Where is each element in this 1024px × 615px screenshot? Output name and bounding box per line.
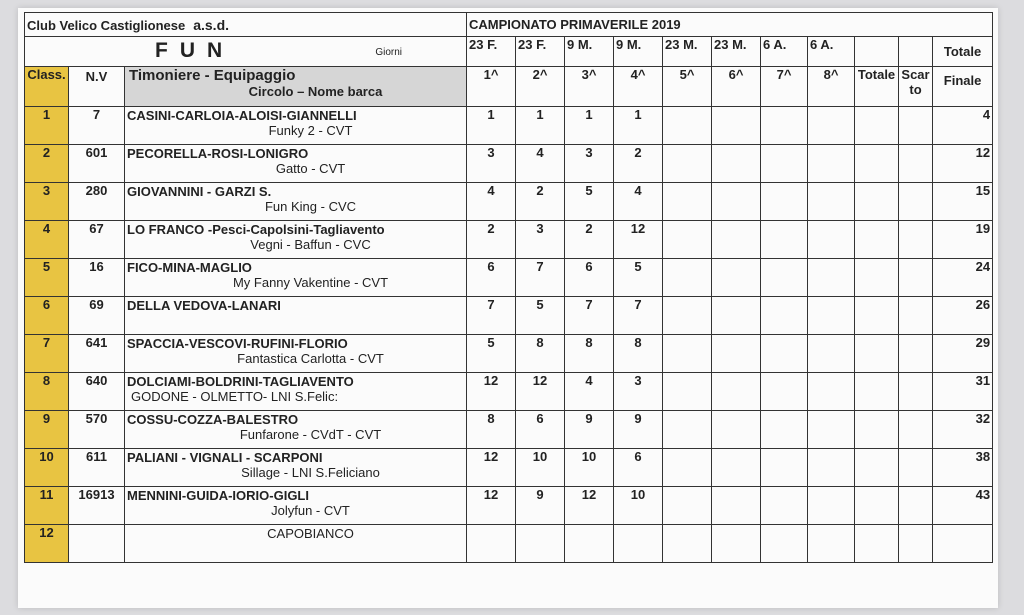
- final-total-cell: 24: [933, 259, 993, 297]
- race-score-cell: 10: [516, 449, 565, 487]
- race-score-cell: [761, 183, 808, 221]
- sail-number-cell: 611: [69, 449, 125, 487]
- boat-club: Fun King - CVC: [264, 199, 357, 214]
- race-score-cell: [761, 411, 808, 449]
- race-score-cell: 4: [565, 373, 614, 411]
- table-row: [25, 449, 993, 487]
- race-score-cell: [663, 259, 712, 297]
- race-score-cell: [761, 373, 808, 411]
- crew-cell: [125, 335, 467, 373]
- club-name: Club Velico Castiglionese: [27, 17, 186, 33]
- race-score-cell: 12: [565, 487, 614, 525]
- class-name-cell: [25, 37, 467, 67]
- scarto-cell: [899, 297, 933, 335]
- position-cell: 8: [25, 373, 69, 411]
- race-score-cell: 6: [467, 259, 516, 297]
- sail-number-cell: 7: [69, 107, 125, 145]
- position-cell: 11: [25, 487, 69, 525]
- totale-cell: [855, 449, 899, 487]
- race-score-cell: 9: [516, 487, 565, 525]
- race-score-cell: [712, 183, 761, 221]
- race-score-cell: [761, 107, 808, 145]
- crew-names: LO FRANCO -Pesci-Capolsini-Tagliavento: [127, 222, 385, 237]
- race-score-cell: [712, 525, 761, 563]
- race-score-cell: 12: [467, 487, 516, 525]
- race-score-cell: [712, 259, 761, 297]
- sail-number-cell: 16913: [69, 487, 125, 525]
- crew-cell: [125, 449, 467, 487]
- race-score-cell: [712, 335, 761, 373]
- sail-number-cell: 640: [69, 373, 125, 411]
- race-5-header: 5^: [663, 67, 712, 107]
- results-table: [24, 12, 993, 563]
- table-row: [25, 373, 993, 411]
- race-score-cell: [808, 107, 855, 145]
- crew-names: DELLA VEDOVA-LANARI: [127, 298, 281, 313]
- boat-club: Jolyfun - CVT: [271, 503, 350, 518]
- crew-cell: [125, 487, 467, 525]
- scarto-cell: [899, 259, 933, 297]
- final-total-cell: 32: [933, 411, 993, 449]
- race-score-cell: [712, 487, 761, 525]
- race-3-header: 3^: [565, 67, 614, 107]
- totale-cell: [855, 145, 899, 183]
- totale-cell: [855, 373, 899, 411]
- final-total-cell: 38: [933, 449, 993, 487]
- race-score-cell: 8: [467, 411, 516, 449]
- race-score-cell: [614, 525, 663, 563]
- scarto-header: [899, 67, 933, 107]
- club-boat-label: Circolo – Nome barca: [248, 84, 383, 99]
- race-score-cell: 7: [565, 297, 614, 335]
- race-score-cell: 2: [516, 183, 565, 221]
- table-row: [25, 221, 993, 259]
- race-score-cell: 5: [467, 335, 516, 373]
- class-name: FUN: [155, 39, 235, 62]
- race-score-cell: [712, 373, 761, 411]
- race-score-cell: [761, 487, 808, 525]
- position-cell: 7: [25, 335, 69, 373]
- race-score-cell: 12: [516, 373, 565, 411]
- race-score-cell: 3: [565, 145, 614, 183]
- race-score-cell: [808, 221, 855, 259]
- race-score-cell: [761, 335, 808, 373]
- scarto-cell: [899, 525, 933, 563]
- race-score-cell: [761, 449, 808, 487]
- race-score-cell: 5: [565, 183, 614, 221]
- race-score-cell: 5: [614, 259, 663, 297]
- race-score-cell: 1: [614, 107, 663, 145]
- club-suffix: a.s.d.: [193, 16, 230, 33]
- race-score-cell: [808, 297, 855, 335]
- date-2: 23 F.: [516, 37, 565, 67]
- crew-names: COSSU-COZZA-BALESTRO: [127, 412, 299, 427]
- helm-crew-label: Timoniere - Equipaggio: [129, 67, 296, 84]
- race-score-cell: 10: [565, 449, 614, 487]
- race-score-cell: [712, 297, 761, 335]
- fun-row: [25, 37, 993, 67]
- finale-header: Finale: [933, 67, 993, 107]
- totale-date-cell: [855, 37, 899, 67]
- race-score-cell: 6: [516, 411, 565, 449]
- race-score-cell: [712, 449, 761, 487]
- race-2-header: 2^: [516, 67, 565, 107]
- totale-cell: [855, 335, 899, 373]
- race-score-cell: [808, 259, 855, 297]
- giorni-label: Giorni: [375, 47, 403, 58]
- race-score-cell: 6: [614, 449, 663, 487]
- scarto-cell: [899, 107, 933, 145]
- race-score-cell: 2: [614, 145, 663, 183]
- race-8-header: 8^: [808, 67, 855, 107]
- table-row: [25, 525, 993, 563]
- crew-names: GIOVANNINI - GARZI S.: [127, 184, 272, 199]
- totale-cell: [855, 525, 899, 563]
- class-header: Class.: [25, 67, 69, 107]
- club-title-cell: [25, 13, 467, 37]
- final-total-cell: 26: [933, 297, 993, 335]
- totale-cell: [855, 259, 899, 297]
- race-score-cell: [663, 335, 712, 373]
- race-score-cell: 8: [565, 335, 614, 373]
- race-score-cell: [565, 525, 614, 563]
- scarto-date-cell: [899, 37, 933, 67]
- race-7-header: 7^: [761, 67, 808, 107]
- race-score-cell: 8: [516, 335, 565, 373]
- race-score-cell: 7: [614, 297, 663, 335]
- race-score-cell: 7: [467, 297, 516, 335]
- race-score-cell: [663, 183, 712, 221]
- scarto-cell: [899, 221, 933, 259]
- race-score-cell: [712, 145, 761, 183]
- title-row: [25, 13, 993, 37]
- scarto-cell: [899, 183, 933, 221]
- race-score-cell: [808, 373, 855, 411]
- scarto-cell: [899, 145, 933, 183]
- table-row: [25, 297, 993, 335]
- sail-number-cell: 280: [69, 183, 125, 221]
- race-score-cell: [808, 145, 855, 183]
- crew-cell: [125, 107, 467, 145]
- sail-number-cell: 69: [69, 297, 125, 335]
- totale-cell: [855, 297, 899, 335]
- race-score-cell: 12: [614, 221, 663, 259]
- race-score-cell: 3: [516, 221, 565, 259]
- position-cell: 3: [25, 183, 69, 221]
- boat-club: CAPOBIANCO: [267, 526, 354, 541]
- date-3: 9 M.: [565, 37, 614, 67]
- race-score-cell: 7: [516, 259, 565, 297]
- race-score-cell: [663, 525, 712, 563]
- date-8: 6 A.: [808, 37, 855, 67]
- sail-number-cell: 67: [69, 221, 125, 259]
- race-score-cell: [467, 525, 516, 563]
- crew-cell: [125, 183, 467, 221]
- race-score-cell: [712, 411, 761, 449]
- nv-header: N.V: [69, 67, 125, 107]
- position-cell: 2: [25, 145, 69, 183]
- boat-club: Fantastica Carlotta - CVT: [237, 351, 384, 366]
- position-cell: 5: [25, 259, 69, 297]
- date-6: 23 M.: [712, 37, 761, 67]
- position-cell: 6: [25, 297, 69, 335]
- scarto-cell: [899, 449, 933, 487]
- position-cell: 10: [25, 449, 69, 487]
- crew-names: DOLCIAMI-BOLDRINI-TAGLIAVENTO: [127, 374, 354, 389]
- results-sheet: [18, 8, 998, 608]
- boat-club: Funky 2 - CVT: [268, 123, 353, 138]
- totale-cell: [855, 487, 899, 525]
- boat-club: My Fanny Vakentine - CVT: [232, 275, 389, 290]
- date-4: 9 M.: [614, 37, 663, 67]
- crew-names: MENNINI-GUIDA-IORIO-GIGLI: [127, 488, 309, 503]
- race-score-cell: [808, 487, 855, 525]
- race-1-header: 1^: [467, 67, 516, 107]
- race-score-cell: [712, 107, 761, 145]
- crew-cell: [125, 259, 467, 297]
- race-score-cell: 12: [467, 373, 516, 411]
- final-total-cell: 43: [933, 487, 993, 525]
- crew-cell: [125, 297, 467, 335]
- championship-title: CAMPIONATO PRIMAVERILE 2019: [467, 13, 993, 37]
- race-score-cell: 12: [467, 449, 516, 487]
- final-total-cell: 19: [933, 221, 993, 259]
- crew-cell: [125, 411, 467, 449]
- race-score-cell: 5: [516, 297, 565, 335]
- race-score-cell: 1: [467, 107, 516, 145]
- table-row: [25, 411, 993, 449]
- race-score-cell: [663, 297, 712, 335]
- table-row: [25, 487, 993, 525]
- crew-cell: [125, 373, 467, 411]
- race-score-cell: 4: [516, 145, 565, 183]
- position-cell: 12: [25, 525, 69, 563]
- race-score-cell: 1: [516, 107, 565, 145]
- crew-names: CASINI-CARLOIA-ALOISI-GIANNELLI: [127, 108, 357, 123]
- boat-club: GODONE - OLMETTO- LNI S.Felic:: [131, 389, 339, 404]
- scarto-cell: [899, 335, 933, 373]
- race-score-cell: [808, 183, 855, 221]
- boat-club: Vegni - Baffun - CVC: [250, 237, 371, 252]
- sail-number-cell: 601: [69, 145, 125, 183]
- scarto-cell: [899, 373, 933, 411]
- sail-number-cell: 570: [69, 411, 125, 449]
- totale-cell: [855, 411, 899, 449]
- race-6-header: 6^: [712, 67, 761, 107]
- scarto-label-1: Scar: [901, 67, 930, 82]
- race-score-cell: 1: [565, 107, 614, 145]
- race-score-cell: 9: [565, 411, 614, 449]
- race-score-cell: [761, 525, 808, 563]
- table-row: [25, 259, 993, 297]
- race-score-cell: [663, 145, 712, 183]
- table-row: [25, 145, 993, 183]
- totale-finale-label-1: Totale: [933, 37, 993, 67]
- race-score-cell: 2: [565, 221, 614, 259]
- final-total-cell: 29: [933, 335, 993, 373]
- table-row: [25, 335, 993, 373]
- table-row: [25, 107, 993, 145]
- race-score-cell: [516, 525, 565, 563]
- final-total-cell: 15: [933, 183, 993, 221]
- race-score-cell: [663, 449, 712, 487]
- race-score-cell: [663, 107, 712, 145]
- position-cell: 9: [25, 411, 69, 449]
- totale-header: Totale: [855, 67, 899, 107]
- crew-cell: [125, 221, 467, 259]
- crew-header: [125, 67, 467, 107]
- position-cell: 1: [25, 107, 69, 145]
- race-score-cell: [808, 449, 855, 487]
- race-score-cell: 4: [467, 183, 516, 221]
- position-cell: 4: [25, 221, 69, 259]
- crew-names: PALIANI - VIGNALI - SCARPONI: [127, 450, 323, 465]
- column-header-row: [25, 67, 993, 107]
- scarto-label-2: to: [909, 82, 922, 97]
- race-score-cell: 2: [467, 221, 516, 259]
- race-score-cell: [663, 221, 712, 259]
- race-score-cell: [808, 525, 855, 563]
- race-score-cell: [663, 487, 712, 525]
- race-score-cell: 3: [467, 145, 516, 183]
- totale-cell: [855, 221, 899, 259]
- race-score-cell: 10: [614, 487, 663, 525]
- final-total-cell: 4: [933, 107, 993, 145]
- date-5: 23 M.: [663, 37, 712, 67]
- race-score-cell: 4: [614, 183, 663, 221]
- sail-number-cell: [69, 525, 125, 563]
- race-4-header: 4^: [614, 67, 663, 107]
- crew-cell: [125, 525, 467, 563]
- crew-names: PECORELLA-ROSI-LONIGRO: [127, 146, 309, 161]
- race-score-cell: [663, 373, 712, 411]
- race-score-cell: 8: [614, 335, 663, 373]
- race-score-cell: [808, 335, 855, 373]
- date-7: 6 A.: [761, 37, 808, 67]
- final-total-cell: 31: [933, 373, 993, 411]
- race-score-cell: 6: [565, 259, 614, 297]
- race-score-cell: [761, 145, 808, 183]
- scarto-cell: [899, 487, 933, 525]
- table-row: [25, 183, 993, 221]
- final-total-cell: [933, 525, 993, 563]
- crew-cell: [125, 145, 467, 183]
- boat-club: Gatto - CVT: [275, 161, 346, 176]
- crew-names: FICO-MINA-MAGLIO: [127, 260, 252, 275]
- race-score-cell: [712, 221, 761, 259]
- date-1: 23 F.: [467, 37, 516, 67]
- race-score-cell: [761, 297, 808, 335]
- scarto-cell: [899, 411, 933, 449]
- sail-number-cell: 16: [69, 259, 125, 297]
- race-score-cell: [808, 411, 855, 449]
- boat-club: Sillage - LNI S.Feliciano: [241, 465, 380, 480]
- race-score-cell: [663, 411, 712, 449]
- race-score-cell: [761, 259, 808, 297]
- race-score-cell: 3: [614, 373, 663, 411]
- crew-names: SPACCIA-VESCOVI-RUFINI-FLORIO: [127, 336, 348, 351]
- race-score-cell: 9: [614, 411, 663, 449]
- totale-cell: [855, 183, 899, 221]
- race-score-cell: [761, 221, 808, 259]
- boat-club: Funfarone - CVdT - CVT: [239, 427, 382, 442]
- sail-number-cell: 641: [69, 335, 125, 373]
- final-total-cell: 12: [933, 145, 993, 183]
- totale-cell: [855, 107, 899, 145]
